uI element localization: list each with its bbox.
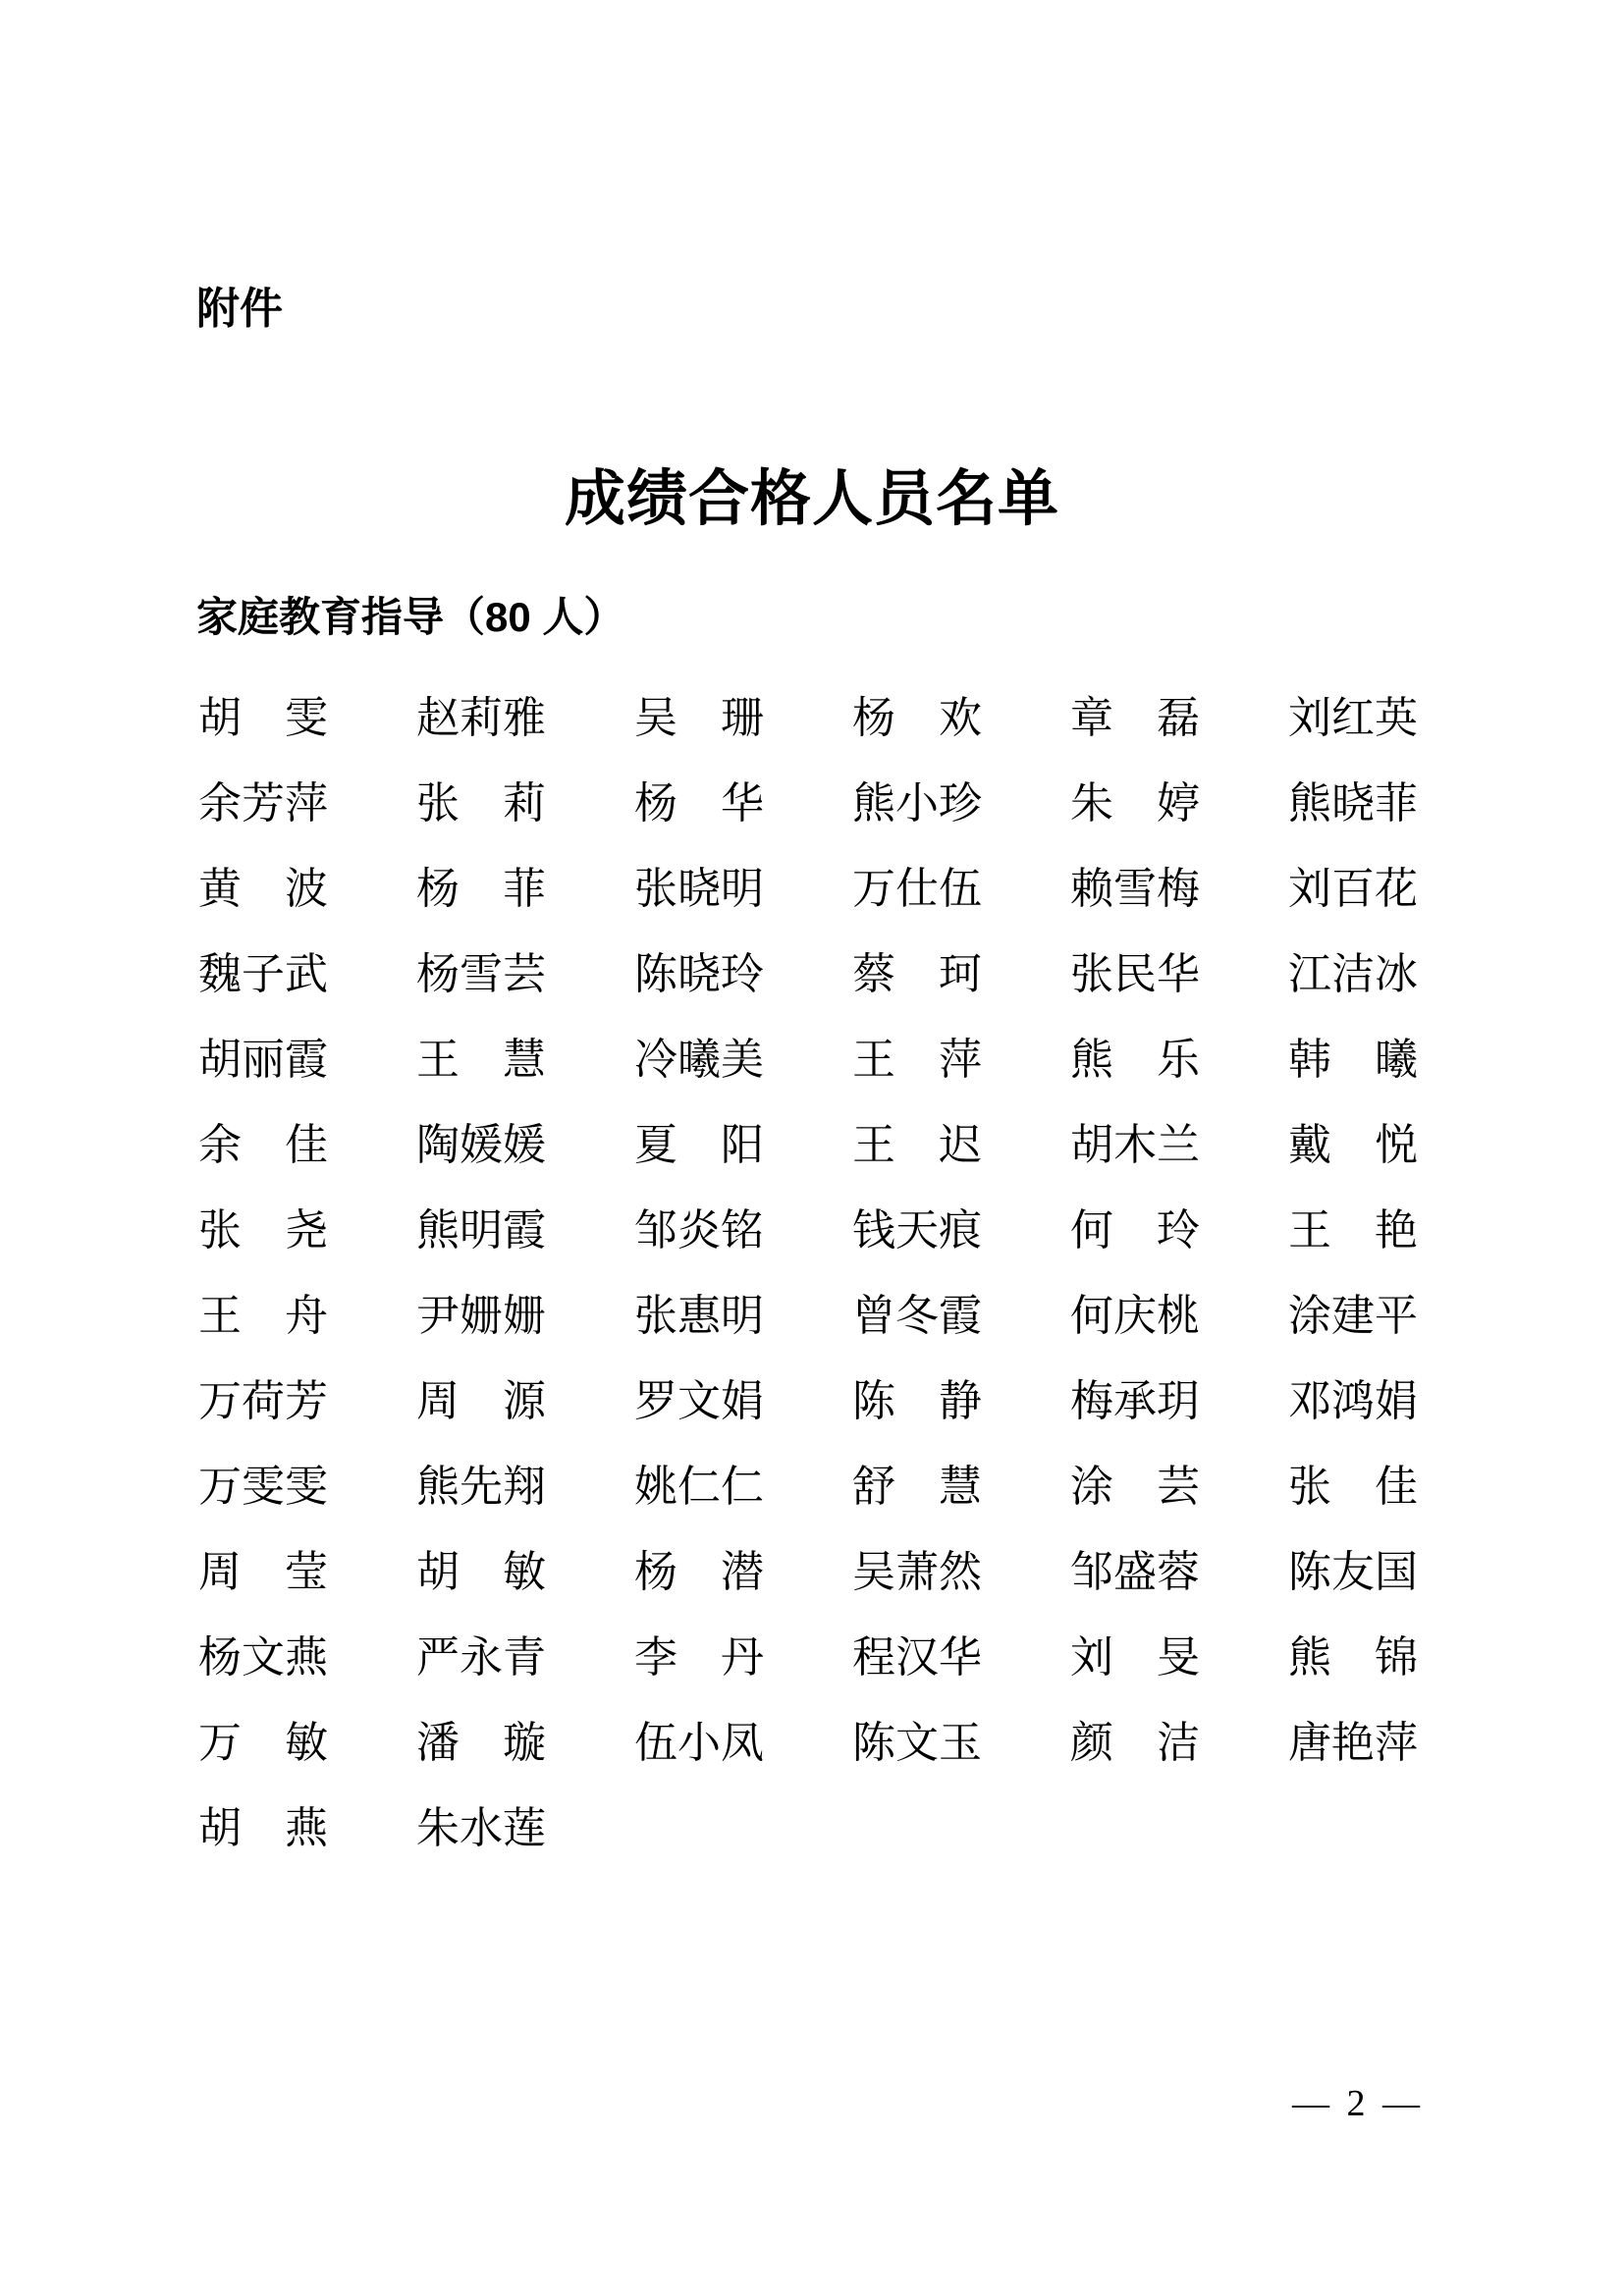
person-name: 朱 婷	[1070, 779, 1200, 828]
person-name: 陶媛媛	[416, 1121, 546, 1169]
person-name: 张晓明	[634, 865, 764, 913]
person-name: 伍小凤	[634, 1719, 764, 1767]
person-name: 邓鸿娟	[1288, 1377, 1418, 1425]
person-name: 陈文玉	[852, 1719, 982, 1767]
person-name: 周 源	[416, 1377, 546, 1425]
person-name: 杨 欢	[852, 694, 982, 742]
person-name: 陈友国	[1288, 1548, 1418, 1596]
person-name: 熊小珍	[852, 779, 982, 828]
section-heading: 家庭教育指导（80 人）	[196, 594, 625, 640]
names-grid	[198, 675, 1420, 1871]
person-name: 颜 洁	[1070, 1719, 1200, 1767]
person-name: 王 慧	[416, 1036, 546, 1084]
person-name: 熊 锦	[1288, 1633, 1418, 1682]
person-name: 万雯雯	[198, 1463, 328, 1511]
person-name: 王 迟	[852, 1121, 982, 1169]
person-name: 张惠明	[634, 1292, 764, 1340]
person-name: 江洁冰	[1288, 950, 1418, 998]
person-name: 钱天痕	[852, 1206, 982, 1255]
person-name: 胡木兰	[1070, 1121, 1200, 1169]
person-name: 王 艳	[1288, 1206, 1418, 1255]
person-name: 朱水莲	[416, 1804, 546, 1852]
person-name: 涂 芸	[1070, 1463, 1200, 1511]
person-name: 吴萧然	[852, 1548, 982, 1596]
person-name: 戴 悦	[1288, 1121, 1418, 1169]
person-name: 余芳萍	[198, 779, 328, 828]
person-name: 熊晓菲	[1288, 779, 1418, 828]
person-name: 唐艳萍	[1288, 1719, 1418, 1767]
person-name: 赖雪梅	[1070, 865, 1200, 913]
person-name: 赵莉雅	[416, 694, 546, 742]
person-name: 万仕伍	[852, 865, 982, 913]
page-number: — 2 —	[1292, 2083, 1424, 2124]
person-name: 李 丹	[634, 1633, 764, 1682]
person-name: 胡 敏	[416, 1548, 546, 1596]
person-name: 刘 旻	[1070, 1633, 1200, 1682]
person-name: 尹姗姗	[416, 1292, 546, 1340]
person-name: 冷曦美	[634, 1036, 764, 1084]
person-name: 夏 阳	[634, 1121, 764, 1169]
person-name: 蔡 珂	[852, 950, 982, 998]
person-name: 舒 慧	[852, 1463, 982, 1511]
person-name: 罗文娟	[634, 1377, 764, 1425]
person-name: 熊先翔	[416, 1463, 546, 1511]
attachment-label: 附件	[196, 285, 283, 333]
person-name: 王 舟	[198, 1292, 328, 1340]
person-name: 杨 潜	[634, 1548, 764, 1596]
person-name: 胡丽霞	[198, 1036, 328, 1084]
person-name: 熊明霞	[416, 1206, 546, 1255]
person-name: 姚仁仁	[634, 1463, 764, 1511]
person-name: 潘 璇	[416, 1719, 546, 1767]
person-name: 万荷芳	[198, 1377, 328, 1425]
person-name: 黄 波	[198, 865, 328, 913]
person-name: 万 敏	[198, 1719, 328, 1767]
person-name: 陈晓玲	[634, 950, 764, 998]
person-name: 熊 乐	[1070, 1036, 1200, 1084]
person-name: 何 玲	[1070, 1206, 1200, 1255]
person-name: 杨 华	[634, 779, 764, 828]
person-name: 严永青	[416, 1633, 546, 1682]
person-name: 韩 曦	[1288, 1036, 1418, 1084]
person-name: 杨 菲	[416, 865, 546, 913]
person-name: 程汉华	[852, 1633, 982, 1682]
person-name: 邹炎铭	[634, 1206, 764, 1255]
person-name: 杨文燕	[198, 1633, 328, 1682]
person-name: 魏子武	[198, 950, 328, 998]
person-name: 王 萍	[852, 1036, 982, 1084]
person-name: 章 磊	[1070, 694, 1200, 742]
person-name: 张 尧	[198, 1206, 328, 1255]
page-title: 成绩合格人员名单	[564, 466, 1059, 533]
person-name: 余 佳	[198, 1121, 328, 1169]
person-name: 梅承玥	[1070, 1377, 1200, 1425]
person-name: 胡 雯	[198, 694, 328, 742]
person-name: 涂建平	[1288, 1292, 1418, 1340]
person-name: 何庆桃	[1070, 1292, 1200, 1340]
person-name: 张 佳	[1288, 1463, 1418, 1511]
person-name: 吴 珊	[634, 694, 764, 742]
person-name: 刘百花	[1288, 865, 1418, 913]
person-name: 杨雪芸	[416, 950, 546, 998]
person-name: 曾冬霞	[852, 1292, 982, 1340]
person-name: 刘红英	[1288, 694, 1418, 742]
person-name: 胡 燕	[198, 1804, 328, 1852]
person-name: 邹盛蓉	[1070, 1548, 1200, 1596]
person-name: 张民华	[1070, 950, 1200, 998]
person-name: 张 莉	[416, 779, 546, 828]
person-name: 周 莹	[198, 1548, 328, 1596]
person-name: 陈 静	[852, 1377, 982, 1425]
